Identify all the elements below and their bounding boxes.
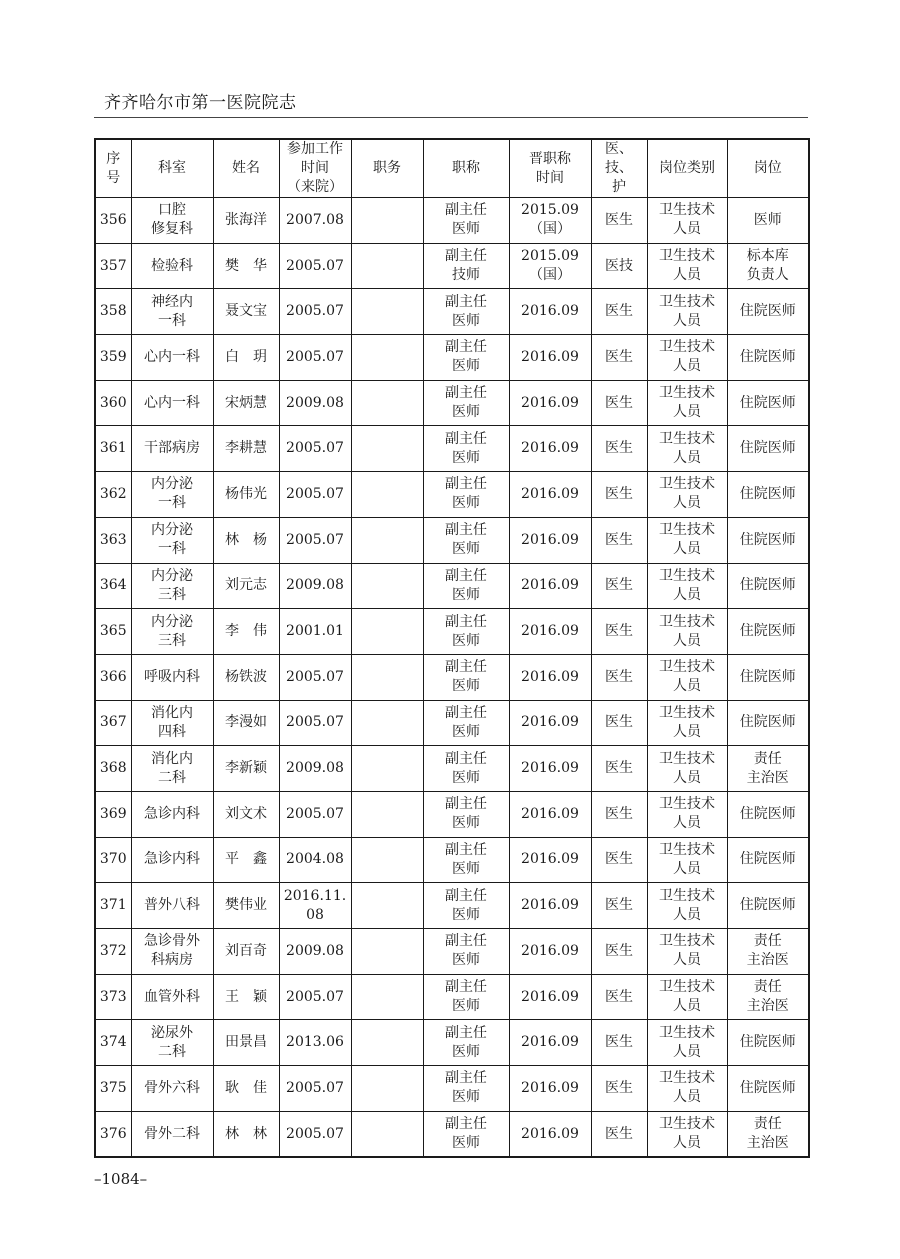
- cell-col-title: 副主任 医师: [423, 472, 509, 518]
- cell-col-start-date: 2013.06: [279, 1020, 351, 1066]
- cell-col-position: [351, 974, 423, 1020]
- cell-col-title: 副主任 医师: [423, 289, 509, 335]
- table-header-row: [95, 139, 809, 198]
- header-col-position: 职务: [351, 139, 423, 198]
- cell-col-promotion-date: 2016.09: [509, 974, 591, 1020]
- cell-col-department: 干部病房: [131, 426, 213, 472]
- table-row: [95, 883, 809, 929]
- header-col-post: 岗位: [727, 139, 809, 198]
- table-body: [95, 198, 809, 1158]
- cell-col-name: 张海洋: [213, 198, 279, 244]
- cell-col-index: 363: [95, 517, 131, 563]
- cell-col-position: [351, 472, 423, 518]
- cell-col-department: 泌尿外 二科: [131, 1020, 213, 1066]
- cell-col-promotion-date: 2015.09 （国）: [509, 243, 591, 289]
- cell-col-index: 369: [95, 791, 131, 837]
- table-row: [95, 1066, 809, 1112]
- cell-col-department: 内分泌 一科: [131, 517, 213, 563]
- cell-col-post-type: 卫生技术 人员: [647, 1066, 727, 1112]
- cell-col-post: 住院医师: [727, 472, 809, 518]
- cell-col-category: 医技: [591, 243, 647, 289]
- cell-col-post-type: 卫生技术 人员: [647, 929, 727, 975]
- cell-col-index: 374: [95, 1020, 131, 1066]
- cell-col-category: 医生: [591, 1066, 647, 1112]
- cell-col-post: 责任 主治医: [727, 974, 809, 1020]
- table-row: [95, 289, 809, 335]
- cell-col-category: 医生: [591, 791, 647, 837]
- cell-col-index: 372: [95, 929, 131, 975]
- cell-col-category: 医生: [591, 472, 647, 518]
- cell-col-category: 医生: [591, 929, 647, 975]
- cell-col-start-date: 2001.01: [279, 609, 351, 655]
- table-row: [95, 198, 809, 244]
- cell-col-post-type: 卫生技术 人员: [647, 198, 727, 244]
- cell-col-department: 急诊内科: [131, 791, 213, 837]
- cell-col-department: 内分泌 三科: [131, 563, 213, 609]
- cell-col-category: 医生: [591, 335, 647, 381]
- cell-col-department: 普外八科: [131, 883, 213, 929]
- cell-col-category: 医生: [591, 426, 647, 472]
- cell-col-post-type: 卫生技术 人员: [647, 609, 727, 655]
- page-number: –1084–: [94, 1170, 148, 1188]
- cell-col-title: 副主任 医师: [423, 563, 509, 609]
- cell-col-start-date: 2007.08: [279, 198, 351, 244]
- cell-col-index: 358: [95, 289, 131, 335]
- cell-col-promotion-date: 2016.09: [509, 289, 591, 335]
- cell-col-start-date: 2004.08: [279, 837, 351, 883]
- cell-col-title: 副主任 医师: [423, 1111, 509, 1157]
- header-col-category: 医、技、 护: [591, 139, 647, 198]
- cell-col-position: [351, 929, 423, 975]
- cell-col-start-date: 2005.07: [279, 472, 351, 518]
- cell-col-start-date: 2005.07: [279, 1066, 351, 1112]
- cell-col-category: 医生: [591, 609, 647, 655]
- cell-col-name: 耿 佳: [213, 1066, 279, 1112]
- cell-col-index: 361: [95, 426, 131, 472]
- cell-col-post-type: 卫生技术 人员: [647, 1111, 727, 1157]
- cell-col-department: 消化内 四科: [131, 700, 213, 746]
- table-header: [95, 139, 809, 198]
- cell-col-post: 住院医师: [727, 654, 809, 700]
- cell-col-name: 刘百奇: [213, 929, 279, 975]
- cell-col-position: [351, 837, 423, 883]
- cell-col-position: [351, 609, 423, 655]
- cell-col-promotion-date: 2016.09: [509, 335, 591, 381]
- cell-col-post: 住院医师: [727, 700, 809, 746]
- cell-col-promotion-date: 2016.09: [509, 563, 591, 609]
- cell-col-name: 杨伟光: [213, 472, 279, 518]
- cell-col-post-type: 卫生技术 人员: [647, 472, 727, 518]
- cell-col-post: 住院医师: [727, 563, 809, 609]
- header-divider: [94, 117, 808, 118]
- cell-col-promotion-date: 2016.09: [509, 700, 591, 746]
- cell-col-start-date: 2009.08: [279, 380, 351, 426]
- cell-col-start-date: 2005.07: [279, 791, 351, 837]
- cell-col-post: 医师: [727, 198, 809, 244]
- cell-col-name: 林 林: [213, 1111, 279, 1157]
- table-row: [95, 609, 809, 655]
- cell-col-post-type: 卫生技术 人员: [647, 1020, 727, 1066]
- cell-col-index: 375: [95, 1066, 131, 1112]
- cell-col-position: [351, 243, 423, 289]
- cell-col-promotion-date: 2016.09: [509, 609, 591, 655]
- cell-col-start-date: 2009.08: [279, 563, 351, 609]
- cell-col-index: 366: [95, 654, 131, 700]
- cell-col-post-type: 卫生技术 人员: [647, 517, 727, 563]
- cell-col-post: 住院医师: [727, 837, 809, 883]
- cell-col-promotion-date: 2016.09: [509, 1111, 591, 1157]
- cell-col-category: 医生: [591, 746, 647, 792]
- cell-col-post-type: 卫生技术 人员: [647, 563, 727, 609]
- cell-col-post: 住院医师: [727, 883, 809, 929]
- cell-col-title: 副主任 医师: [423, 609, 509, 655]
- cell-col-start-date: 2009.08: [279, 929, 351, 975]
- cell-col-name: 李新颖: [213, 746, 279, 792]
- cell-col-department: 急诊内科: [131, 837, 213, 883]
- cell-col-position: [351, 883, 423, 929]
- header-col-promotion-date: 晋职称 时间: [509, 139, 591, 198]
- cell-col-start-date: 2009.08: [279, 746, 351, 792]
- cell-col-department: 急诊骨外 科病房: [131, 929, 213, 975]
- table-row: [95, 335, 809, 381]
- cell-col-position: [351, 426, 423, 472]
- cell-col-name: 李漫如: [213, 700, 279, 746]
- cell-col-post: 住院医师: [727, 289, 809, 335]
- cell-col-post: 责任 主治医: [727, 929, 809, 975]
- cell-col-index: 362: [95, 472, 131, 518]
- cell-col-post: 住院医师: [727, 335, 809, 381]
- cell-col-start-date: 2005.07: [279, 243, 351, 289]
- cell-col-name: 杨铁波: [213, 654, 279, 700]
- cell-col-post: 标本库 负责人: [727, 243, 809, 289]
- cell-col-start-date: 2005.07: [279, 289, 351, 335]
- cell-col-title: 副主任 医师: [423, 746, 509, 792]
- cell-col-start-date: 2005.07: [279, 700, 351, 746]
- cell-col-post: 住院医师: [727, 426, 809, 472]
- cell-col-department: 检验科: [131, 243, 213, 289]
- table-row: [95, 563, 809, 609]
- cell-col-category: 医生: [591, 700, 647, 746]
- cell-col-position: [351, 1066, 423, 1112]
- table-row: [95, 654, 809, 700]
- cell-col-title: 副主任 医师: [423, 654, 509, 700]
- table-row: [95, 746, 809, 792]
- cell-col-post-type: 卫生技术 人员: [647, 335, 727, 381]
- cell-col-promotion-date: 2016.09: [509, 746, 591, 792]
- cell-col-post-type: 卫生技术 人员: [647, 289, 727, 335]
- cell-col-department: 口腔 修复科: [131, 198, 213, 244]
- cell-col-promotion-date: 2016.09: [509, 517, 591, 563]
- cell-col-position: [351, 1111, 423, 1157]
- cell-col-title: 副主任 医师: [423, 1066, 509, 1112]
- cell-col-post: 住院医师: [727, 791, 809, 837]
- cell-col-department: 神经内 一科: [131, 289, 213, 335]
- cell-col-category: 医生: [591, 517, 647, 563]
- cell-col-start-date: 2005.07: [279, 1111, 351, 1157]
- cell-col-start-date: 2005.07: [279, 426, 351, 472]
- staff-roster-table: [94, 138, 810, 1158]
- table-row: [95, 243, 809, 289]
- cell-col-index: 360: [95, 380, 131, 426]
- cell-col-category: 医生: [591, 1020, 647, 1066]
- cell-col-position: [351, 335, 423, 381]
- cell-col-name: 李耕慧: [213, 426, 279, 472]
- cell-col-position: [351, 289, 423, 335]
- cell-col-post: 住院医师: [727, 609, 809, 655]
- cell-col-index: 376: [95, 1111, 131, 1157]
- cell-col-post-type: 卫生技术 人员: [647, 654, 727, 700]
- cell-col-department: 心内一科: [131, 380, 213, 426]
- table-row: [95, 426, 809, 472]
- cell-col-post-type: 卫生技术 人员: [647, 837, 727, 883]
- cell-col-post: 责任 主治医: [727, 746, 809, 792]
- cell-col-post: 住院医师: [727, 380, 809, 426]
- cell-col-position: [351, 198, 423, 244]
- table-row: [95, 974, 809, 1020]
- cell-col-promotion-date: 2016.09: [509, 1020, 591, 1066]
- cell-col-name: 宋炳慧: [213, 380, 279, 426]
- table-row: [95, 929, 809, 975]
- cell-col-index: 371: [95, 883, 131, 929]
- cell-col-promotion-date: 2016.09: [509, 1066, 591, 1112]
- cell-col-post-type: 卫生技术 人员: [647, 243, 727, 289]
- cell-col-name: 刘元志: [213, 563, 279, 609]
- cell-col-title: 副主任 医师: [423, 1020, 509, 1066]
- cell-col-index: 365: [95, 609, 131, 655]
- cell-col-post-type: 卫生技术 人员: [647, 426, 727, 472]
- cell-col-index: 367: [95, 700, 131, 746]
- cell-col-position: [351, 654, 423, 700]
- cell-col-promotion-date: 2016.09: [509, 380, 591, 426]
- cell-col-department: 心内一科: [131, 335, 213, 381]
- cell-col-index: 370: [95, 837, 131, 883]
- cell-col-post: 责任 主治医: [727, 1111, 809, 1157]
- header-col-name: 姓名: [213, 139, 279, 198]
- cell-col-position: [351, 1020, 423, 1066]
- table-row: [95, 472, 809, 518]
- cell-col-title: 副主任 医师: [423, 380, 509, 426]
- cell-col-post-type: 卫生技术 人员: [647, 746, 727, 792]
- cell-col-name: 林 杨: [213, 517, 279, 563]
- cell-col-title: 副主任 医师: [423, 974, 509, 1020]
- cell-col-department: 消化内 二科: [131, 746, 213, 792]
- cell-col-start-date: 2005.07: [279, 654, 351, 700]
- cell-col-post-type: 卫生技术 人员: [647, 380, 727, 426]
- cell-col-category: 医生: [591, 563, 647, 609]
- cell-col-promotion-date: 2016.09: [509, 426, 591, 472]
- cell-col-name: 平 鑫: [213, 837, 279, 883]
- cell-col-start-date: 2005.07: [279, 517, 351, 563]
- table-row: [95, 517, 809, 563]
- header-col-title: 职称: [423, 139, 509, 198]
- table-row: [95, 380, 809, 426]
- cell-col-name: 樊伟业: [213, 883, 279, 929]
- cell-col-title: 副主任 医师: [423, 837, 509, 883]
- cell-col-post: 住院医师: [727, 1066, 809, 1112]
- cell-col-category: 医生: [591, 883, 647, 929]
- cell-col-index: 368: [95, 746, 131, 792]
- cell-col-position: [351, 700, 423, 746]
- page-header-title: 齐齐哈尔市第一医院院志: [104, 93, 297, 113]
- cell-col-title: 副主任 技师: [423, 243, 509, 289]
- cell-col-index: 359: [95, 335, 131, 381]
- cell-col-start-date: 2016.11. 08: [279, 883, 351, 929]
- cell-col-title: 副主任 医师: [423, 883, 509, 929]
- cell-col-index: 364: [95, 563, 131, 609]
- cell-col-post: 住院医师: [727, 1020, 809, 1066]
- cell-col-name: 聂文宝: [213, 289, 279, 335]
- cell-col-position: [351, 517, 423, 563]
- cell-col-name: 樊 华: [213, 243, 279, 289]
- cell-col-category: 医生: [591, 974, 647, 1020]
- cell-col-department: 内分泌 一科: [131, 472, 213, 518]
- cell-col-promotion-date: 2016.09: [509, 883, 591, 929]
- cell-col-post-type: 卫生技术 人员: [647, 700, 727, 746]
- cell-col-position: [351, 791, 423, 837]
- cell-col-promotion-date: 2016.09: [509, 837, 591, 883]
- cell-col-name: 李 伟: [213, 609, 279, 655]
- cell-col-position: [351, 563, 423, 609]
- cell-col-index: 373: [95, 974, 131, 1020]
- cell-col-promotion-date: 2015.09 （国）: [509, 198, 591, 244]
- header-col-department: 科室: [131, 139, 213, 198]
- cell-col-name: 王 颖: [213, 974, 279, 1020]
- cell-col-department: 骨外六科: [131, 1066, 213, 1112]
- cell-col-promotion-date: 2016.09: [509, 472, 591, 518]
- cell-col-position: [351, 746, 423, 792]
- cell-col-title: 副主任 医师: [423, 335, 509, 381]
- cell-col-name: 田景昌: [213, 1020, 279, 1066]
- table-row: [95, 791, 809, 837]
- table-row: [95, 837, 809, 883]
- cell-col-title: 副主任 医师: [423, 929, 509, 975]
- cell-col-category: 医生: [591, 380, 647, 426]
- cell-col-index: 357: [95, 243, 131, 289]
- cell-col-title: 副主任 医师: [423, 791, 509, 837]
- cell-col-promotion-date: 2016.09: [509, 791, 591, 837]
- table-row: [95, 1111, 809, 1157]
- cell-col-name: 刘文术: [213, 791, 279, 837]
- cell-col-category: 医生: [591, 289, 647, 335]
- cell-col-category: 医生: [591, 1111, 647, 1157]
- cell-col-category: 医生: [591, 198, 647, 244]
- cell-col-post: 住院医师: [727, 517, 809, 563]
- cell-col-post-type: 卫生技术 人员: [647, 883, 727, 929]
- cell-col-department: 骨外二科: [131, 1111, 213, 1157]
- cell-col-title: 副主任 医师: [423, 517, 509, 563]
- header-col-post-type: 岗位类别: [647, 139, 727, 198]
- table-row: [95, 700, 809, 746]
- cell-col-title: 副主任 医师: [423, 426, 509, 472]
- cell-col-category: 医生: [591, 654, 647, 700]
- cell-col-post-type: 卫生技术 人员: [647, 791, 727, 837]
- cell-col-start-date: 2005.07: [279, 974, 351, 1020]
- header-col-start-date: 参加工作 时间 （来院）: [279, 139, 351, 198]
- cell-col-start-date: 2005.07: [279, 335, 351, 381]
- cell-col-index: 356: [95, 198, 131, 244]
- cell-col-name: 白 玥: [213, 335, 279, 381]
- cell-col-category: 医生: [591, 837, 647, 883]
- cell-col-department: 呼吸内科: [131, 654, 213, 700]
- cell-col-position: [351, 380, 423, 426]
- cell-col-title: 副主任 医师: [423, 198, 509, 244]
- cell-col-post-type: 卫生技术 人员: [647, 974, 727, 1020]
- cell-col-title: 副主任 医师: [423, 700, 509, 746]
- cell-col-department: 血管外科: [131, 974, 213, 1020]
- table-row: [95, 1020, 809, 1066]
- cell-col-promotion-date: 2016.09: [509, 654, 591, 700]
- header-col-index: 序 号: [95, 139, 131, 198]
- cell-col-department: 内分泌 三科: [131, 609, 213, 655]
- cell-col-promotion-date: 2016.09: [509, 929, 591, 975]
